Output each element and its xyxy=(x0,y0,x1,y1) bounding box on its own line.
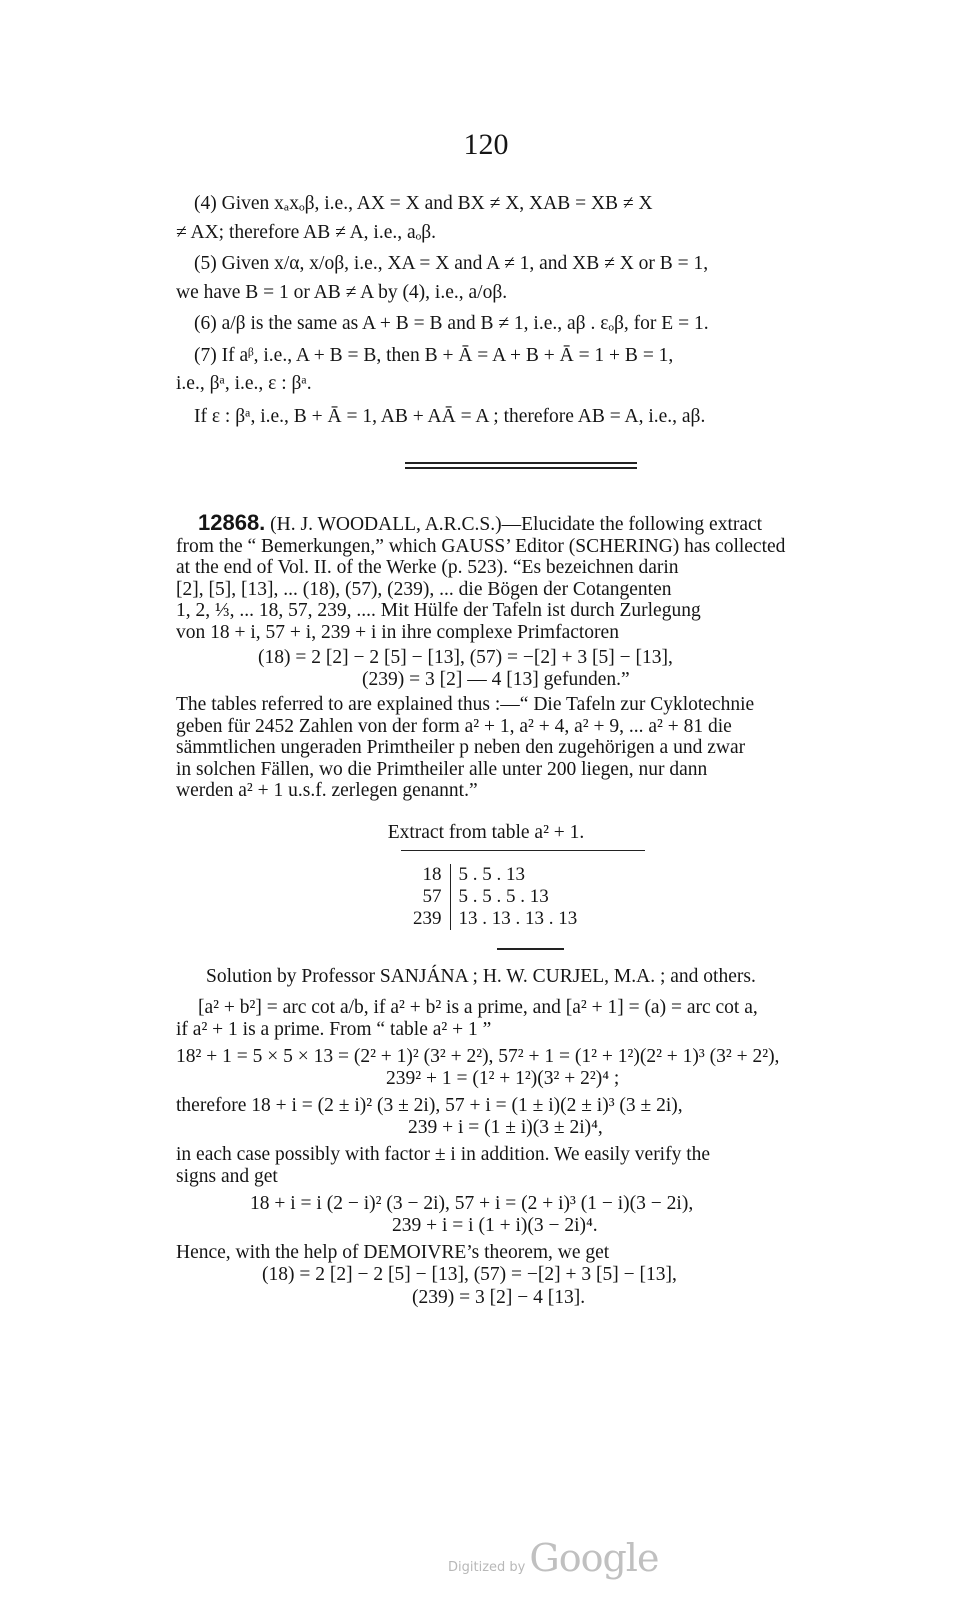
question-first-line xyxy=(176,512,876,536)
text-line: signs and get xyxy=(176,1166,278,1187)
equation: 239 + i = (1 ± i)(3 ± 2i)⁴, xyxy=(408,1117,603,1138)
digitized-label: Digitized by xyxy=(448,1560,526,1575)
text-line: in each case possibly with factor ± i in addition. We easily verify the xyxy=(176,1143,711,1165)
table-row xyxy=(405,864,585,886)
solution xyxy=(176,966,876,1309)
factor-table xyxy=(405,864,585,930)
table-cell: 5 . 5 . 5 . 13 xyxy=(458,886,549,907)
text-line: (7) If aᵝ, i.e., A + B = B, then B + Ā = A + B + Ā = 1 + B = 1, xyxy=(194,344,674,366)
table-cell: 18 xyxy=(405,864,450,886)
table-cell: 5 . 5 . 13 xyxy=(458,864,525,885)
table-cell: 57 xyxy=(405,886,450,908)
previous-solution xyxy=(176,190,876,431)
text-line: geben für 2452 Zahlen von der form a² + 1, a² + 4, a² + 9, ... a² + 81 die xyxy=(176,715,732,737)
text-line: ≠ AX; therefore AB ≠ A, i.e., aₒβ. xyxy=(176,221,437,243)
table-row xyxy=(405,908,585,930)
text-line: in solchen Fällen, wo die Primtheiler alle unter 200 liegen, nur dann xyxy=(176,758,708,780)
question-number: 12868. xyxy=(198,510,266,535)
caption-rule xyxy=(401,850,645,851)
table-row xyxy=(405,886,585,908)
text-line: at the end of Vol. II. of the Werke (p. 523). “Es bezeichnen darin xyxy=(176,557,679,578)
section-divider xyxy=(405,462,637,469)
equation: therefore 18 + i = (2 ± i)² (3 ± 2i), 57 + i = (1 ± i)(2 ± i)³ (3 ± 2i), xyxy=(176,1094,683,1116)
text-line: The tables referred to are explained thus :—“ Die Tafeln zur Cyklotechnie xyxy=(176,694,755,715)
question-12868 xyxy=(176,512,876,802)
text-line: if a² + 1 is a prime. From “ table a² + 1 ” xyxy=(176,1019,492,1040)
equation: 239² + 1 = (1² + 1²)(3² + 2²)⁴ ; xyxy=(386,1068,620,1089)
equation: (18) = 2 [2] − 2 [5] − [13], (57) = −[2] + 3 [5] − [13], xyxy=(258,647,673,668)
text-line: [2], [5], [13], ... (18), (57), (239), ... die Bögen der Cotangenten xyxy=(176,578,672,600)
text-line: werden a² + 1 u.s.f. zerlegen genannt.” xyxy=(176,780,478,801)
digitized-watermark xyxy=(448,1536,658,1580)
text-line: If ε : βᵃ, i.e., B + Ā = 1, AB + AĀ = A ; therefore AB = A, i.e., aβ. xyxy=(194,405,706,427)
text-line: Hence, with the help of DEMOIVRE’s theorem, we get xyxy=(176,1241,610,1263)
equation: 239 + i = i (1 + i)(3 − 2i)⁴. xyxy=(392,1215,598,1236)
text-line: from the “ Bemerkungen,” which GAUSS’ Editor (SCHERING) has collected xyxy=(176,535,786,557)
page-number: 120 xyxy=(463,128,509,161)
text-line: sämmtlichen ungeraden Primtheiler p neben den zugehörigen a und zwar xyxy=(176,737,746,758)
table-cell: 239 xyxy=(405,908,450,930)
text-line: (4) Given xₐxₒβ, i.e., AX = X and BX ≠ X, XAB = XB ≠ X xyxy=(194,193,653,214)
text-line: von 18 + i, 57 + i, 239 + i in ihre complexe Primfactoren xyxy=(176,621,619,643)
text-line: [a² + b²] = arc cot a/b, if a² + b² is a prime, and [a² + 1] = (a) = arc cot a, xyxy=(198,996,758,1018)
text-line: i.e., βᵃ, i.e., ε : βᵃ. xyxy=(176,373,312,394)
equation: (18) = 2 [2] − 2 [5] − [13], (57) = −[2] + 3 [5] − [13], xyxy=(262,1264,677,1285)
text-line: we have B = 1 or AB ≠ A by (4), i.e., a/oβ. xyxy=(176,281,508,303)
table-cell: 13 . 13 . 13 . 13 xyxy=(458,908,578,929)
table-caption: Extract from table a² + 1. xyxy=(387,822,585,843)
text-line: (6) a/β is the same as A + B = B and B ≠ 1, i.e., aβ . εₒβ, for E = 1. xyxy=(194,313,709,334)
text-line: (H. J. WOODALL, A.R.C.S.)—Elucidate the following extract xyxy=(270,514,763,535)
google-logo: Google xyxy=(529,1536,659,1580)
text-line: 1, 2, ⅓, ... 18, 57, 239, .... Mit Hülfe der Tafeln ist durch Zurlegung xyxy=(176,600,701,621)
text-line: (5) Given x/α, x/oβ, i.e., XA = X and A ≠ 1, and XB ≠ X or B = 1, xyxy=(194,253,709,274)
solution-heading: Solution by Professor SANJÁNA ; H. W. CURJEL, M.A. ; and others. xyxy=(206,966,756,987)
short-divider xyxy=(497,948,564,950)
equation: (239) = 3 [2] − 4 [13]. xyxy=(412,1286,586,1308)
equation: (239) = 3 [2] — 4 [13] gefunden.” xyxy=(362,668,630,690)
equation: 18² + 1 = 5 × 5 × 13 = (2² + 1)² (3² + 2²), 57² + 1 = (1² + 1²)(2² + 1)³ (3² + 2²), xyxy=(176,1045,780,1067)
equation: 18 + i = i (2 − i)² (3 − 2i), 57 + i = (2 + i)³ (1 − i)(3 − 2i), xyxy=(250,1192,694,1214)
